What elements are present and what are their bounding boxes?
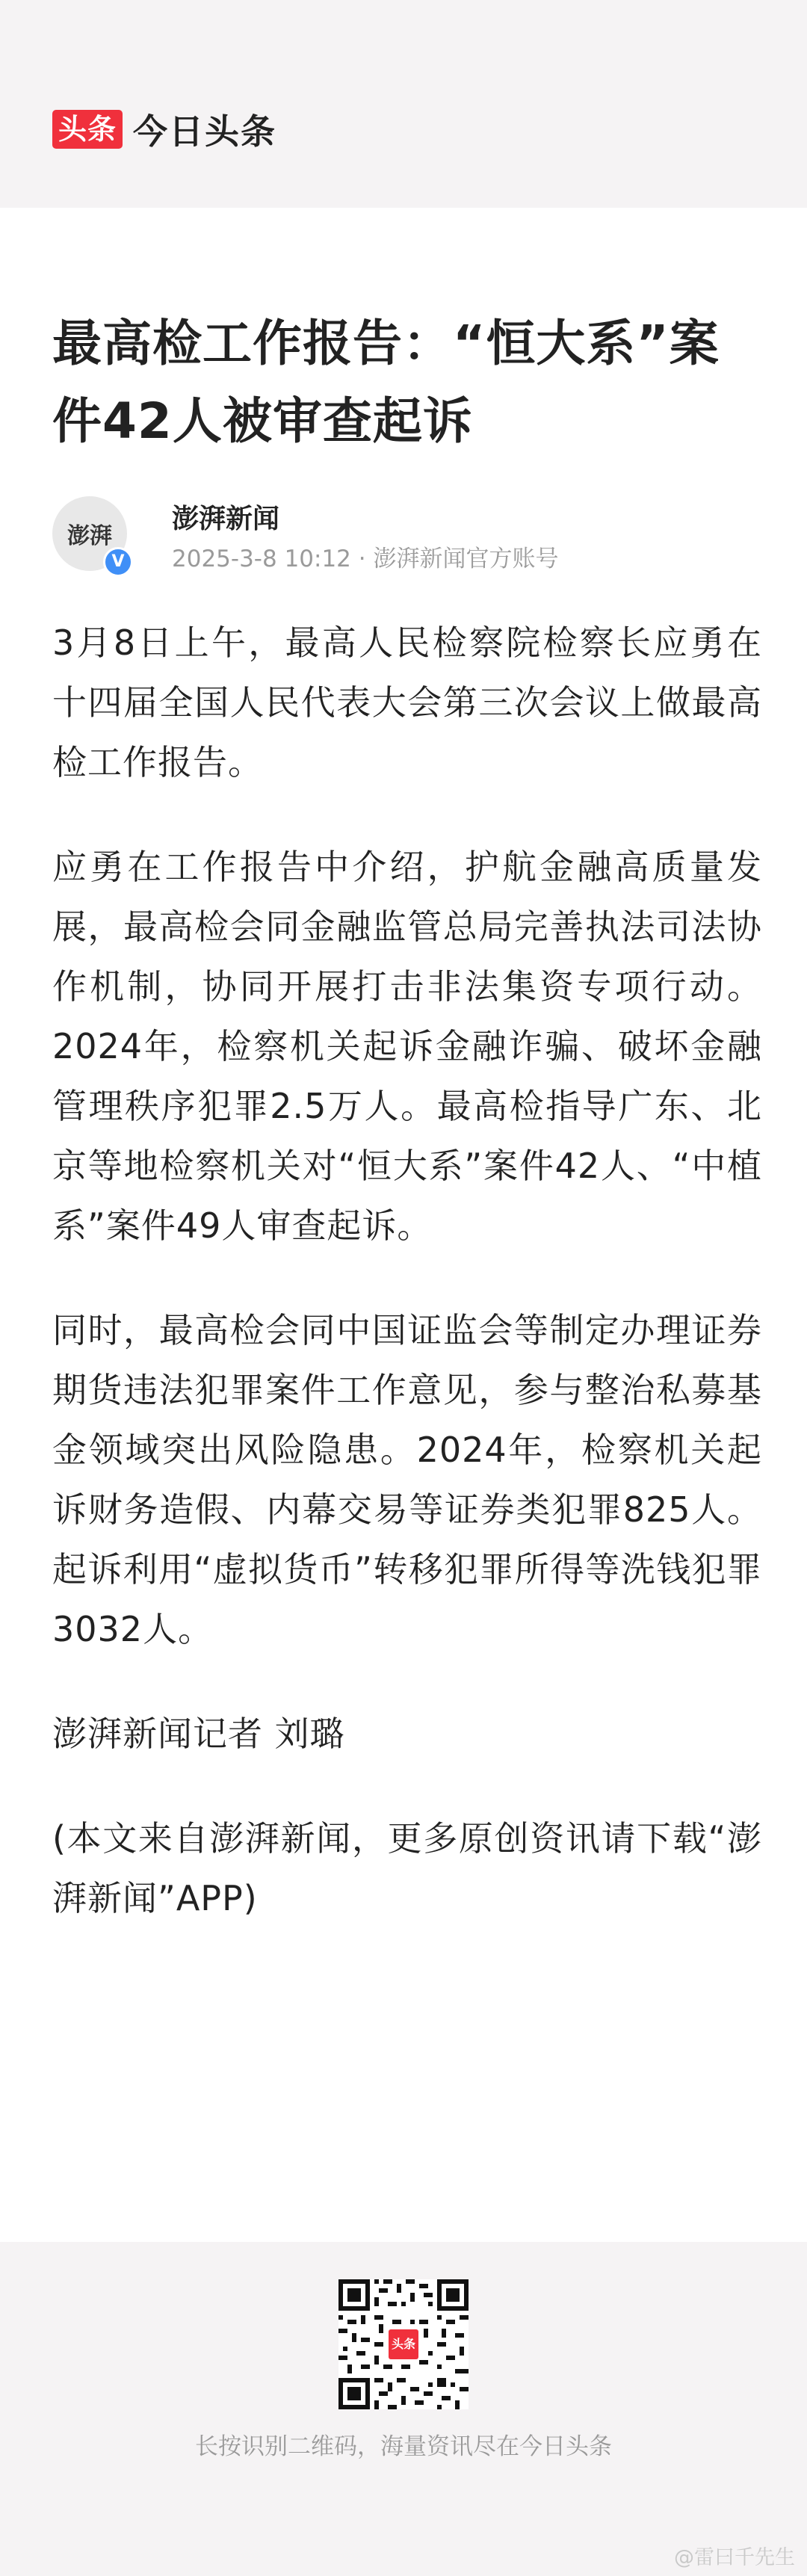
paragraph: 同时，最高检会同中国证监会等制定办理证券期货违法犯罪案件工作意见，参与整治私募基金领域突出风险隐患。2024年，检察机关起诉财务造假、内幕交易等证券类犯罪825人。起诉利用“虚拟货币”转移犯罪所得等洗钱犯罪3032人。: [52, 1310, 762, 1649]
paragraph: 3月8日上午，最高人民检察院检察长应勇在十四届全国人民代表大会第三次会议上做最高检工作报告。: [52, 623, 762, 782]
avatar-text: 澎湃: [67, 523, 112, 549]
qr-center-logo: 头条: [389, 2329, 418, 2359]
paragraph: 应勇在工作报告中介绍，护航金融高质量发展，最高检会同金融监管总局完善执法司法协作机制，协同开展打击非法集资专项行动。2024年，检察机关起诉金融诈骗、破坏金融管理秩序犯罪2.5万人。最高检指导广东、北京等地检察机关对“恒大系”案件42人、“中植系”案件49人审查起诉。: [52, 847, 762, 1246]
qr-code[interactable]: [338, 2279, 469, 2409]
verified-icon: V: [103, 547, 133, 577]
footer: [0, 2242, 807, 2576]
footer-caption: 长按识别二维码，海量资讯尽在今日头条: [195, 2433, 612, 2460]
author-meta: 2025-3-8 10:12 · 澎湃新闻官方账号: [172, 546, 559, 572]
article-body: [52, 613, 762, 1973]
author-name[interactable]: 澎湃新闻: [172, 504, 280, 534]
reporter-credit: 澎湃新闻记者 刘璐: [52, 1714, 345, 1754]
brand-name: 今日头条: [133, 111, 277, 152]
source-note: (本文来自澎湃新闻，更多原创资讯请下载“澎湃新闻”APP): [52, 1818, 762, 1918]
brand-badge: 头条: [52, 110, 123, 149]
article-card: [0, 208, 807, 2242]
article-title: 最高检工作报告：“恒大系”案件42人被审查起诉: [52, 315, 720, 450]
toutiao-logo: [52, 105, 276, 154]
author-row[interactable]: [52, 496, 762, 578]
top-bar: [0, 0, 807, 208]
watermark: @雷曰千先生: [674, 2546, 795, 2569]
